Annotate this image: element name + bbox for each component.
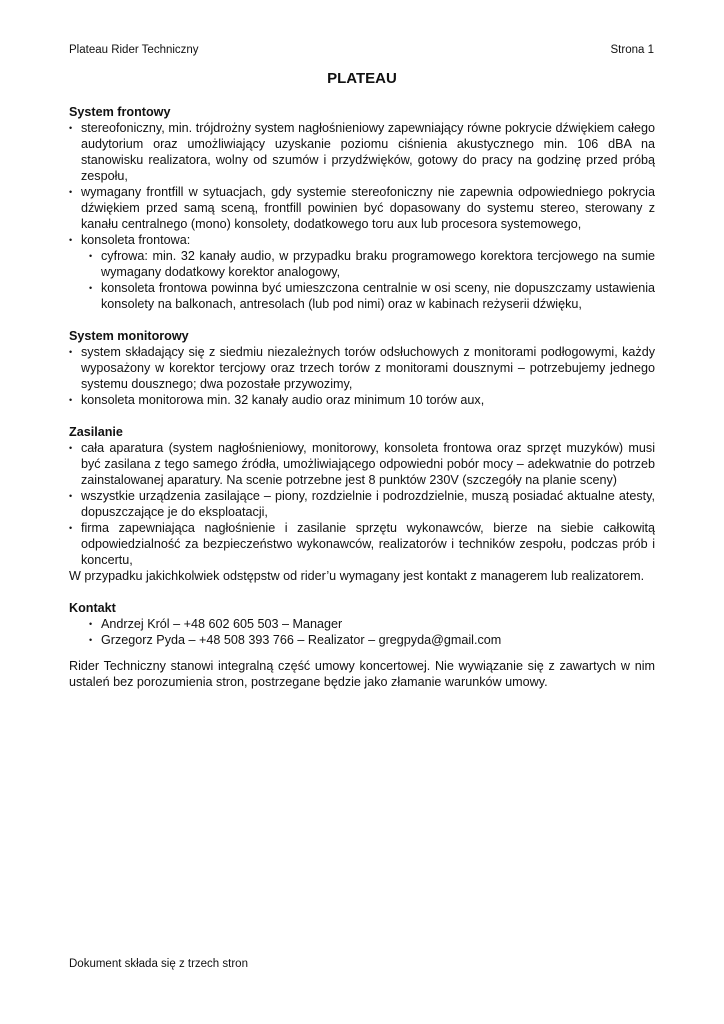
section-system-frontowy xyxy=(69,104,655,312)
list-item: • wymagany frontfill w sytuacjach, gdy systemie stereofoniczny nie zapewnia odpowiedniego pokrycia dźwiękiem przed samą sceną, frontfill powinien być dopasowany do systemu stereo, sterowany z kanału centralnego (mono) konsolety, dodatkowego toru aux lub procesora systemowego, xyxy=(69,184,655,232)
header-document-name: Plateau Rider Techniczny xyxy=(69,44,199,56)
list-item: • konsoleta monitorowa min. 32 kanały audio oraz minimum 10 torów aux, xyxy=(69,392,655,408)
bullet-list xyxy=(69,440,655,568)
bullet-list xyxy=(69,120,655,248)
section-title: System monitorowy xyxy=(69,329,189,343)
section-system-monitorowy xyxy=(69,328,655,408)
list-item: • konsoleta frontowa: xyxy=(69,232,655,248)
footer-note: Dokument składa się z trzech stron xyxy=(69,958,248,970)
sub-bullet-list xyxy=(69,248,655,312)
list-item: • cyfrowa: min. 32 kanały audio, w przypadku braku programowego korektora tercjowego na sumie wymagany dodatkowy korektor analogowy, xyxy=(89,248,655,280)
section-zasilanie xyxy=(69,424,655,584)
contact-item: • Andrzej Król – +48 602 605 503 – Manager xyxy=(89,616,655,632)
header-page-number: Strona 1 xyxy=(610,44,654,56)
list-item: • konsoleta frontowa powinna być umieszczona centralnie w osi sceny, nie dopuszczamy ustawienia konsolety na balkonach, antresolach (lub pod nimi) oraz w kabinach reżyserii dźwięku, xyxy=(89,280,655,312)
document-title: PLATEAU xyxy=(327,70,397,87)
paragraph: W przypadku jakichkolwiek odstępstw od rider’u wymagany jest kontakt z managerem lub realizatorem. xyxy=(69,569,645,583)
bullet-list xyxy=(69,344,655,408)
list-item: • stereofoniczny, min. trójdrożny system nagłośnieniowy zapewniający równe pokrycie dźwiękiem całego audytorium oraz umożliwiający uzyskanie poziomu ciśnienia akustycznego min. 106 dBA na stanowisku realizatora, wolny od szumów i przydźwięków, gotowy do pracy na godzinę przed próbą zespołu, xyxy=(69,120,655,184)
contact-item: • Grzegorz Pyda – +48 508 393 766 – Realizator – gregpyda@gmail.com xyxy=(89,632,655,648)
section-title: Zasilanie xyxy=(69,425,123,439)
list-item: • wszystkie urządzenia zasilające – piony, rozdzielnie i podrozdzielnie, muszą posiadać aktualne atesty, dopuszczające je do eksploatacji, xyxy=(69,488,655,520)
section-kontakt xyxy=(69,600,655,690)
list-item: • cała aparatura (system nagłośnieniowy, monitorowy, konsoleta frontowa oraz sprzęt muzyków) musi być zasilana z tego samego źródła, umożliwiającego odpowiedni pobór mocy – adekwatnie do potrzeb zainstalowanej aparatury. Na scenie potrzebne jest 8 punktów 230V (szczegóły na planie sceny) xyxy=(69,440,655,488)
list-item: • system składający się z siedmiu niezależnych torów odsłuchowych z monitorami podłogowymi, każdy wyposażony w korektor tercjowy oraz trzech torów z monitorami dousznymi – potrzebujemy jednego systemu dousznego; dwa pozostałe przywozimy, xyxy=(69,344,655,392)
section-title: System frontowy xyxy=(69,105,171,119)
section-title: Kontakt xyxy=(69,601,116,615)
paragraph: Rider Techniczny stanowi integralną część umowy koncertowej. Nie wywiązanie się z zawartych w nim ustaleń bez porozumienia stron, postrzegane będzie jako złamanie warunków umowy. xyxy=(69,659,655,689)
list-item: • firma zapewniająca nagłośnienie i zasilanie sprzętu wykonawców, bierze na siebie całkowitą odpowiedzialność za bezpieczeństwo wykonawców, realizatorów i techników zespołu, podczas prób i koncertu, xyxy=(69,520,655,568)
document-body xyxy=(69,104,655,706)
contact-list xyxy=(69,616,655,648)
